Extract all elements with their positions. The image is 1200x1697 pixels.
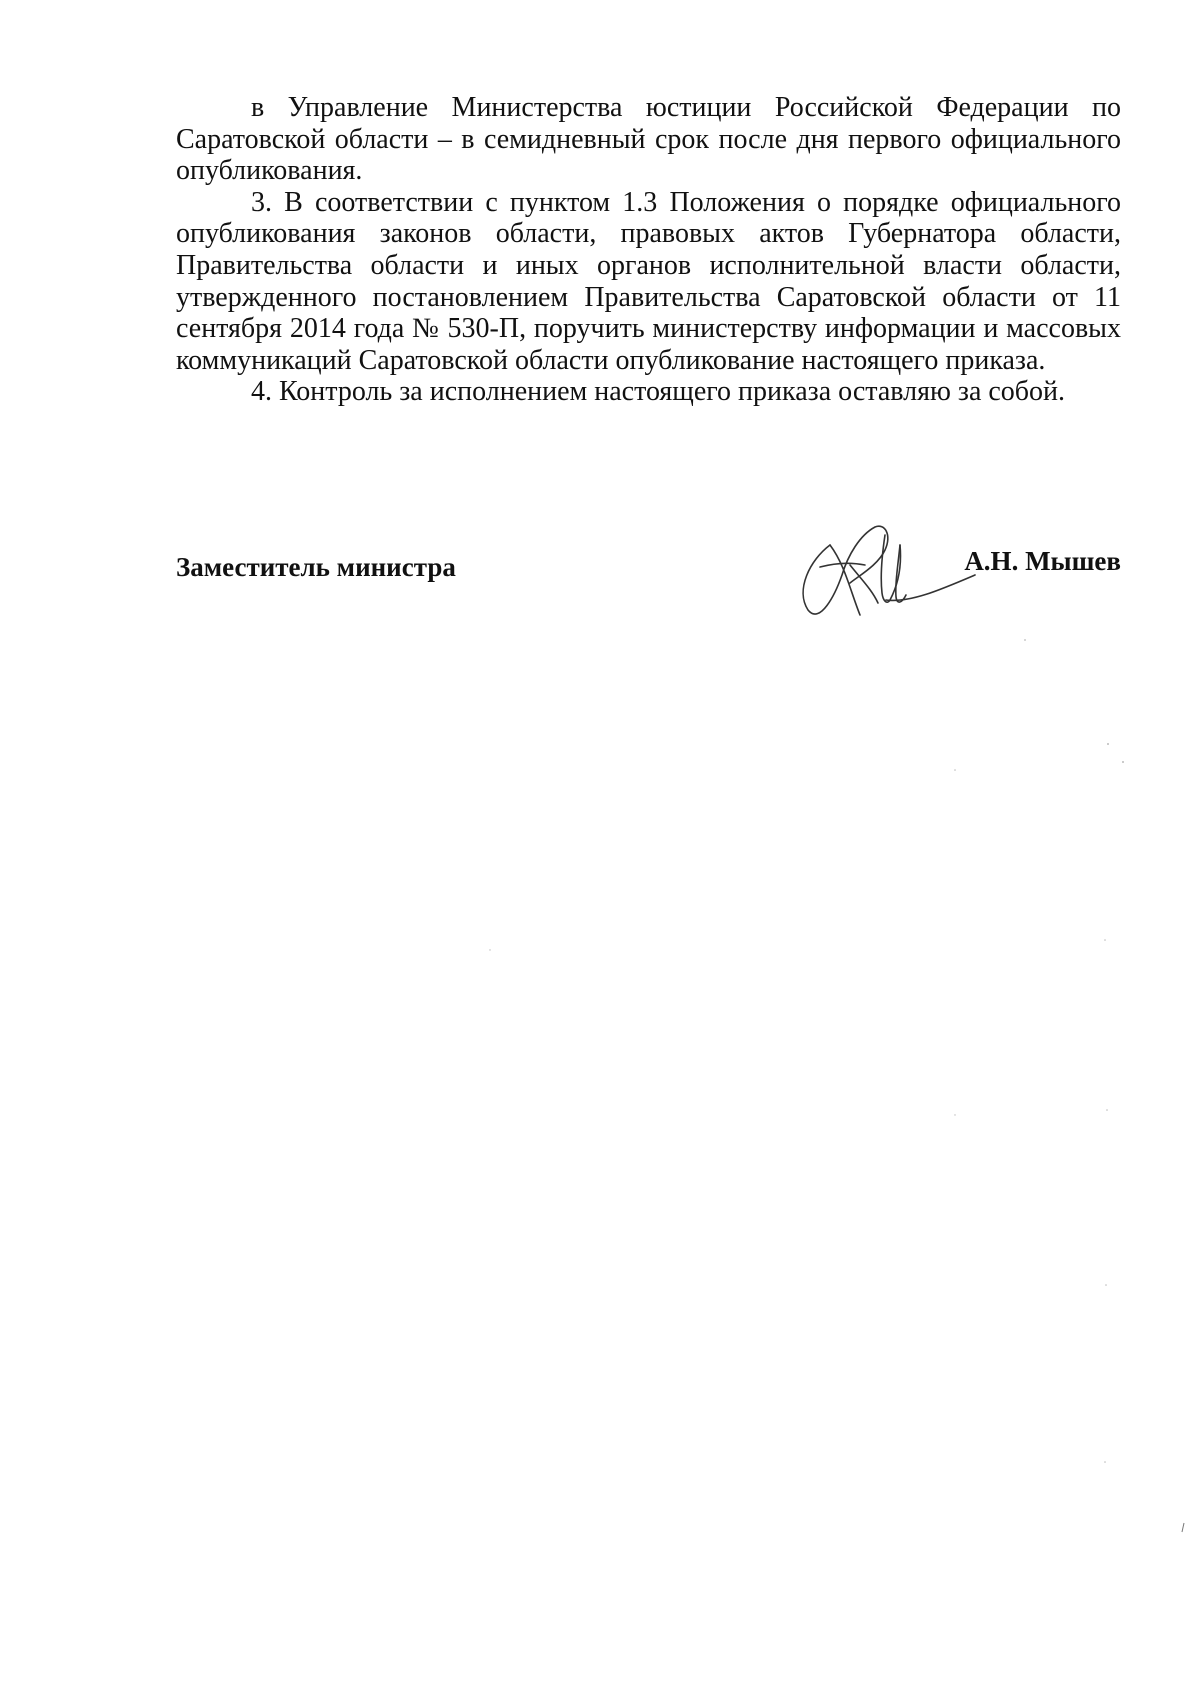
signatory-name: А.Н. Мышев xyxy=(964,546,1121,576)
document-body xyxy=(176,92,1121,408)
handwritten-signature xyxy=(790,505,980,630)
paragraph-item-3: 3. В соответствии с пунктом 1.3 Положения о порядке официального опубликования законов области, правовых актов Губернатора области, Правительства области и иных органов исполнительной власти области, утвержденного постановлением Правительства Саратовской области от 11 сентября 2014 года № 530-П, поручить министерству информации и массовых коммуникаций Саратовской области опубликование настоящего приказа. xyxy=(176,186,1121,376)
paragraph-item-4: 4. Контроль за исполнением настоящего приказа оставляю за собой. xyxy=(251,376,1066,408)
paragraph-continuation: в Управление Министерства юстиции Российской Федерации по Саратовской области – в семидневный срок после дня первого официального опубликования. xyxy=(176,92,1121,187)
signatory-position: Заместитель министра xyxy=(176,552,456,582)
